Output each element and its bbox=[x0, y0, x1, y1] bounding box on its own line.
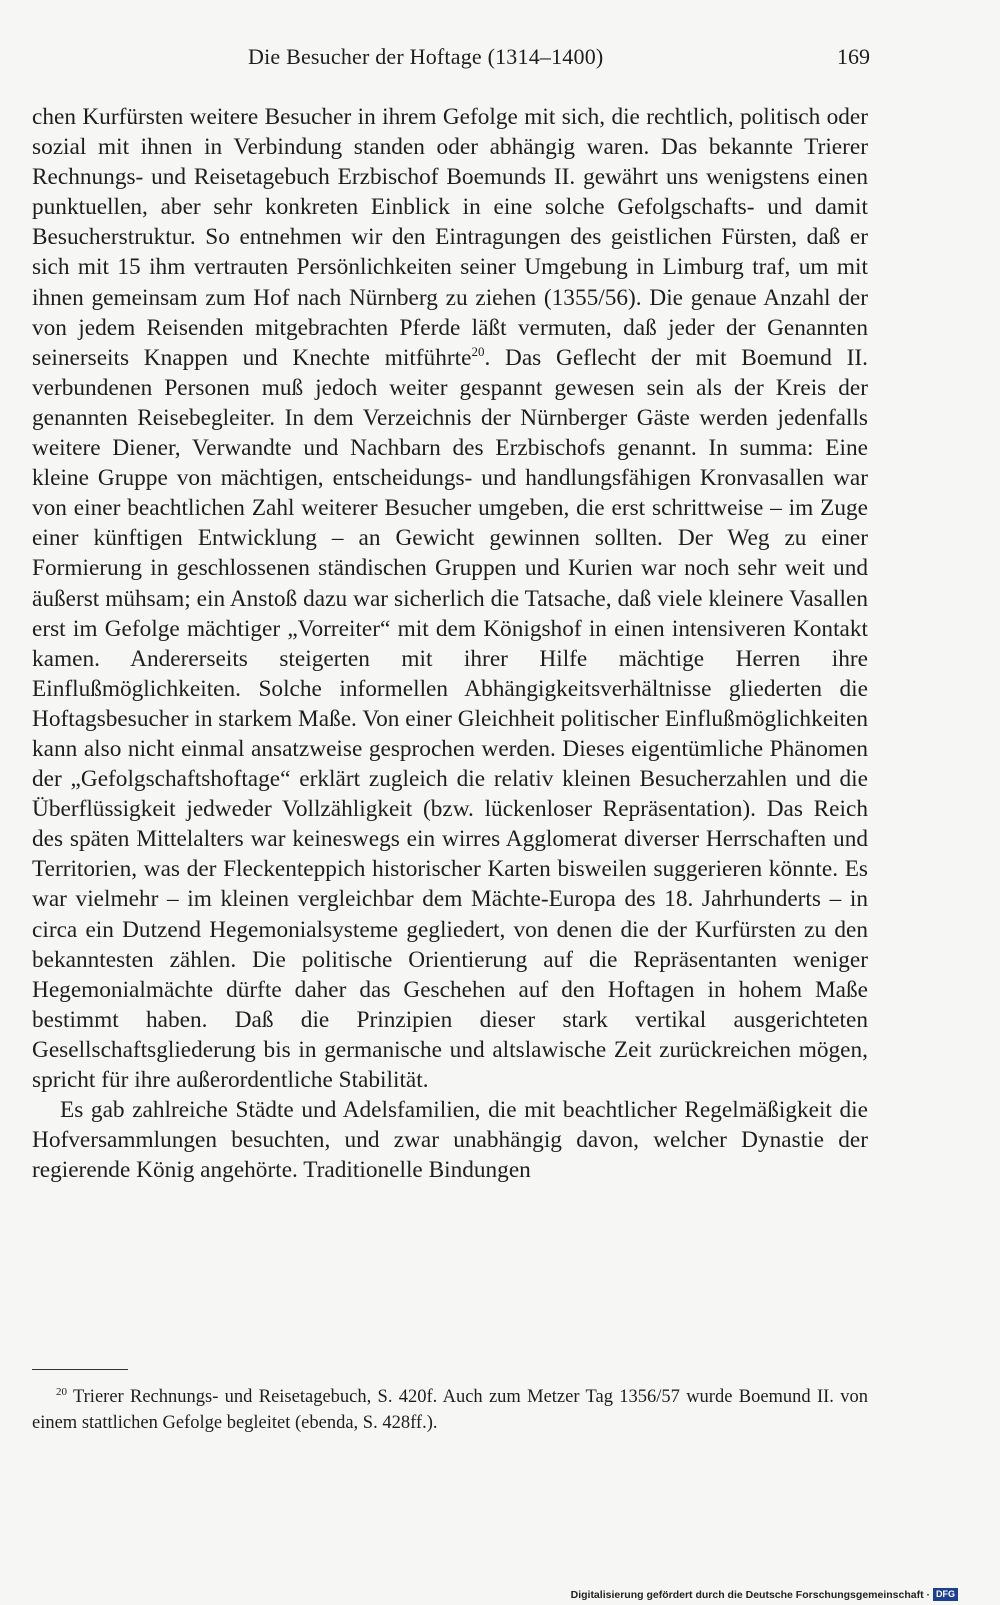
paragraph-text: chen Kurfürsten weitere Besucher in ihrem Gefolge mit sich, die rechtlich, politisch oder sozial mit ihnen in Verbindung standen oder abhängig waren. Das bekannte Trierer Rechnungs- und Reisetagebuch Erzbischof Boemunds II. gewährt uns wenigstens einen punktuellen, aber sehr konkreten Einblick in eine solche Gefolgschafts- und damit Besucherstruktur. So entnehmen wir den Eintragungen des geistlichen Fürsten, daß er sich mit 15 ihm vertrauten Persönlichkeiten seiner Umgebung in Limburg traf, um mit ihnen gemeinsam zum Hof nach Nürnberg zu ziehen (1355/56). Die genaue Anzahl der von jedem Reisenden mitgebrachten Pferde läßt vermuten, daß jeder der Genannten seinerseits Knappen und Knechte mitführte bbox=[32, 104, 868, 371]
body-text bbox=[32, 102, 868, 1185]
paragraph: Es gab zahlreiche Städte und Adelsfamilien, die mit beachtlicher Regelmäßigkeit die Hofversammlungen besuchten, und zwar unabhängig davon, welcher Dynastie der regierende König angehörte. Traditionelle Bindungen bbox=[32, 1097, 868, 1184]
paragraph bbox=[32, 102, 868, 1095]
paragraph-text: . Das Geflecht der mit Boemund II. verbundenen Personen muß jedoch weiter gespannt gewesen sein als der Kreis der genannten Reisebegleiter. In dem Verzeichnis der Nürnberger Gäste werden jedenfalls weitere Diener, Verwandte und Nachbarn des Erzbischofs genannt. In summa: Eine kleine Gruppe von mächtigen, entscheidungs- und handlungsfähigen Kronvasallen war von einer beachtlichen Zahl weiterer Besucher umgeben, die erst schrittweise – im Zuge einer künftigen Entwicklung – an Gewicht gewinnen sollten. Der Weg zu einer Formierung in geschlossenen ständischen Gruppen und Kurien war noch sehr weit und äußerst mühsam; ein Anstoß dazu war sicherlich die Tatsache, daß viele kleinere Vasallen erst im Gefolge mächtiger „Vorreiter“ mit dem Königshof in einen intensiveren Kontakt kamen. Andererseits steigerten mit ihrer Hilfe mächtige Herren ihre Einflußmöglichkeiten. Solche informellen Abhängigkeitsverhältnisse gliederten die Hoftagsbesucher in starkem Maße. Von einer Gleichheit politischer Einflußmöglichkeiten kann also nicht einmal ansatzweise gesprochen werden. Dieses eigentümliche Phänomen der „Gefolgschaftshoftage“ erklärt zugleich die relativ kleinen Besucherzahlen und die Überflüssigkeit jedweder Vollzähligkeit (bzw. lückenloser Repräsentation). Das Reich des späten Mittelalters war keineswegs ein wirres Agglomerat diverser Herrschaften und Territorien, was der Fleckenteppich historischer Karten bisweilen suggerieren könnte. Es war vielmehr – im kleinen vergleichbar dem Mächte-Europa des 18. Jahrhunderts – in circa ein Dutzend Hegemonialsysteme gegliedert, von denen die der Kurfürsten zu den bekanntesten zählen. Die politische Orientierung auf die Repräsentanten weniger Hegemonialmächte dürfte daher das Geschehen auf den Hoftagen in hohem Maße bestimmt haben. Daß die Prinzipien dieser stark vertikal ausgerichteten Gesellschaftsgliederung bis in germanische und altslawische Zeit zurückreichen mögen, spricht für ihre außerordentliche Stabilität. bbox=[32, 344, 868, 1093]
footnotes bbox=[32, 1384, 868, 1436]
footnote bbox=[32, 1384, 868, 1436]
dfg-logo: DFG bbox=[933, 1588, 958, 1601]
footnote-text: Trierer Rechnungs- und Reisetagebuch, S. 420f. Auch zum Metzer Tag 1356/57 wurde Boemund II. von einem stattlichen Gefolge begleitet (ebenda, S. 428ff.). bbox=[32, 1387, 868, 1433]
footnote-reference[interactable]: 20 bbox=[471, 343, 485, 359]
funding-note-text: Digitalisierung gefördert durch die Deutsche Forschungsgemeinschaft · bbox=[570, 1588, 930, 1601]
footnote-number: 20 bbox=[56, 1386, 67, 1398]
funding-note bbox=[571, 1588, 958, 1601]
page-number: 169 bbox=[837, 44, 870, 69]
footnote-separator bbox=[32, 1369, 128, 1370]
page-header bbox=[0, 44, 1000, 78]
running-head: Die Besucher der Hoftage (1314–1400) bbox=[248, 44, 604, 69]
